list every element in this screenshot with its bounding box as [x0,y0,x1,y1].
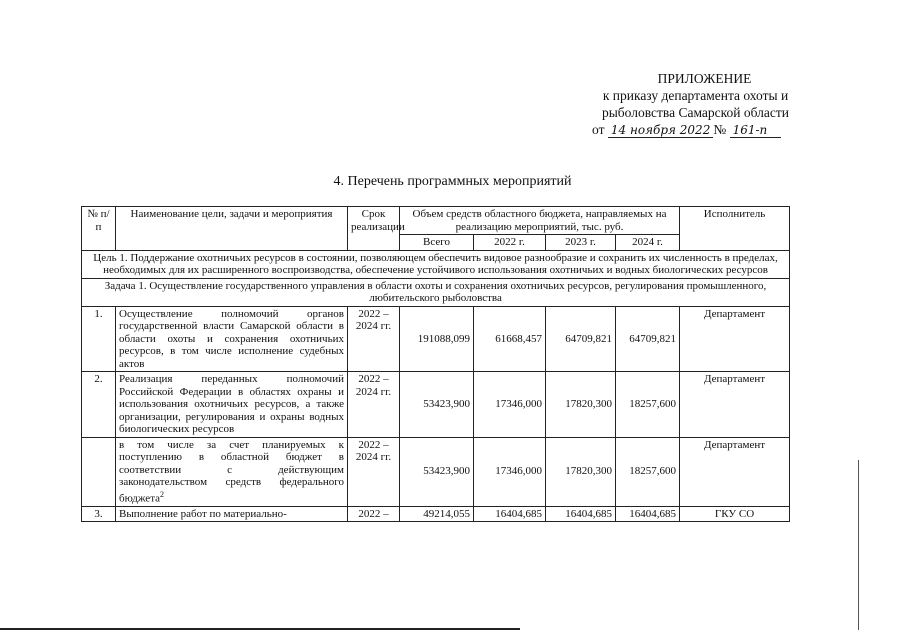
row-2024: 64709,821 [616,306,680,372]
row-total: 49214,055 [400,506,474,522]
row-num: 3. [82,506,116,522]
header-num: № п/п [82,207,116,251]
header-volume: Объем средств областного бюджета, направляемых на реализацию мероприятий, тыс. руб. [400,207,680,235]
row-name: Осуществление полномочий органов государственной власти Самарской области в области охоты и сохранения охотничьих ресурсов, в том числе исполнение судебных актов [116,306,348,372]
table-row [82,437,790,506]
row-2023: 16404,685 [546,506,616,522]
row-executor: Департамент [680,306,790,372]
header-date-line [588,121,803,139]
header-term: Срок реализации [348,207,400,251]
section-title: 4. Перечень программных мероприятий [333,174,572,189]
handwritten-number: 161-п [730,123,782,138]
handwritten-date: 14 ноября 2022 [608,123,713,138]
footnote-mark: 2 [160,489,165,499]
number-prefix: № [713,122,727,137]
header-line-1: к приказу департамента охоты и [602,88,789,103]
table-row [82,506,790,522]
row-num [82,437,116,506]
row-total: 53423,900 [400,437,474,506]
header-2024: 2024 г. [616,235,680,251]
row-2024: 18257,600 [616,372,680,438]
row-2022: 17346,000 [474,372,546,438]
header-executor: Исполнитель [680,207,790,251]
header-2022: 2022 г. [474,235,546,251]
row-term: 2022 – 2024 гг. [348,372,400,438]
row-name: Реализация переданных полномочий Российской Федерации в областях охраны и использования охотничьих ресурсов, а также организации, регулирования и охраны водных биологических ресурсов [116,372,348,438]
table-row [82,306,790,372]
date-prefix: от [592,122,605,137]
scan-edge-line-right [858,460,859,630]
scan-edge-line-bottom [0,628,520,630]
header-total: Всего [400,235,474,251]
row-2022: 16404,685 [474,506,546,522]
row-num: 2. [82,372,116,438]
goal-text: Цель 1. Поддержание охотничьих ресурсов в состоянии, позволяющем обеспечить видовое разнообразие и сохранить их численность в пределах, необходимых для их расширенного воспроизводства, обеспечение устойчивого использования охотничьих и водных биологических ресурсов [82,250,790,278]
row-total: 191088,099 [400,306,474,372]
appendix-title: ПРИЛОЖЕНИЕ [657,71,752,86]
row-total: 53423,900 [400,372,474,438]
header-2023: 2023 г. [546,235,616,251]
row-2022: 17346,000 [474,437,546,506]
task-text: Задача 1. Осуществление государственного управления в области охоты и сохранения охотничьих ресурсов, регулирования промышленного, любительского рыболовства [82,278,790,306]
row-2024: 16404,685 [616,506,680,522]
row-2023: 64709,821 [546,306,616,372]
row-name [116,437,348,506]
row-2023: 17820,300 [546,437,616,506]
row-executor: Департамент [680,372,790,438]
header-line-2: рыболовства Самарской области [601,105,790,120]
row-2024: 18257,600 [616,437,680,506]
table-header-row [82,207,790,235]
row-term: 2022 – 2024 гг. [348,306,400,372]
row-name-text: в том числе за счет планируемых к поступлению в областной бюджет в соответствии с действующим законодательством средств федерального бюджета [119,438,344,505]
row-2023: 17820,300 [546,372,616,438]
document-header [588,70,803,139]
program-table [81,206,790,522]
header-name: Наименование цели, задачи и мероприятия [116,207,348,251]
row-executor: ГКУ СО [680,506,790,522]
row-term: 2022 – [348,506,400,522]
goal-row [82,250,790,278]
row-2022: 61668,457 [474,306,546,372]
task-row [82,278,790,306]
table-row [82,372,790,438]
row-term: 2022 – 2024 гг. [348,437,400,506]
row-executor: Департамент [680,437,790,506]
row-num: 1. [82,306,116,372]
row-name: Выполнение работ по материально- [116,506,348,522]
